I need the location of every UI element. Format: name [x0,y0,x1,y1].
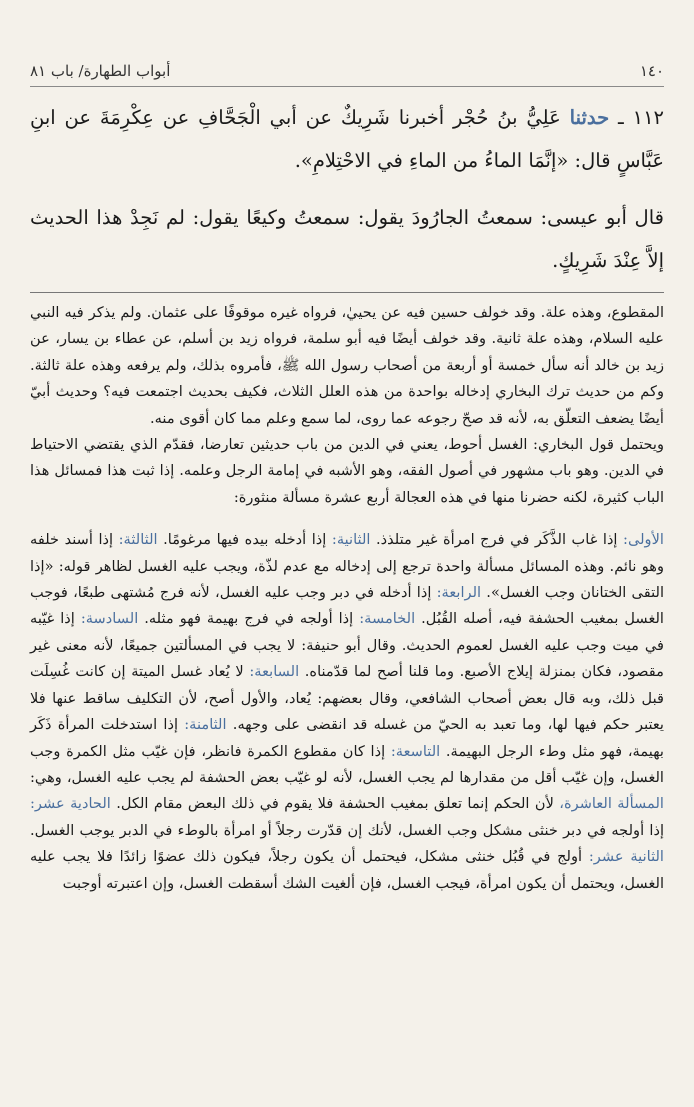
issue-text: إذا كان مقطوع الكمرة فانظر، فإن غيّب مثل الكمرة وجب الغسل، وإن غيّب أقل من مقدارها لم يجب الغسل، لأنه لو غيّب بعض الحشفة لم يجب عليه الغسل، وهي: [30,742,664,786]
haddathana-label: حدثنا [569,106,610,129]
issue-text: إذا أولجه في فرج بهيمة فهو مثله. [138,610,360,628]
issue-heading: السابعة: [249,663,300,681]
commentary-paragraph-1: المقطوع، وهذه علة. وقد خولف حسين فيه عن يحييٰ، فرواه غيره موقوفًا على عثمان. ولم يذكر فيه النبي عليه السلام، وهذه علة ثانية. وقد خولف أيضًا فيه أبو سلمة، فرواه زيد بن أسلم، عن عطاء بن يسار، عن زيد بن خالد أنه سأل خمسة أو أربعة من أصحاب رسول الله ﷺ، فأمروه بذلك، ولم يرفعه وهذه علة ثالثة. وكم من حديث ترك البخاري إدخاله بواحدة من هذه العلل الثلاث، فكيف بحديث اجتمعت فيه؟ وحديث أبيّ أيضًا يضعف التعلّق به، لأنه قد صحّ رجوعه عما روى، لما سمع وعلم مما كان أقوى منه. [30,304,664,427]
hadith-block [30,96,664,282]
issue-text: إذا غاب الذَّكَر في فرج امرأة غير متلذذ. [370,531,624,549]
hadith-isnad-matn: عَلِيُّ بنُ حُجْر أخبرنا شَرِيكٌ عن أبي الْجَحَّافِ عن عِكْرِمَةَ عن ابنِ عَبَّاسٍ قال: «إنَّمَا الماءُ من الماءِ في الاحْتِلامِ». [30,106,664,172]
issue-heading: الرابعة: [436,584,482,602]
issue-text: لا يُعاد غسل الميتة إن كانت غُسِلَت قبل ذلك، وبه قال بعض أصحاب الشافعي، وقال بعضهم: يُعاد، والأول أصح، لأن التكليف ساقط عنها فلا يعتبر حكم فيها لها، وما تعبد به الحيّ من غسله قد انقضى على وجهه. [30,663,664,734]
issue-text: أولج في قُبُل خنثى مشكل، فيحتمل أن يكون رجلاً، فيكون ذلك عضوًا زائدًا فلا يجب عليه الغسل، ويحتمل أن يكون امرأة، فيجب الغسل، فإن ألغيت الشك أسقطت الغسل، وإن اعتبرته أوجبت [30,848,664,892]
commentary-issues-paragraph [30,527,664,897]
issue-heading: السادسة: [80,610,139,628]
issue-heading: الثانية عشر: [588,848,664,866]
issue-heading: الثانية: [331,531,371,549]
issue-text: لأن الحكم إنما تعلق بمغيب الحشفة فلا يقوم في ذلك البعض مقام الكل. [110,795,560,813]
hadith-number: ١١٢ ـ [618,106,665,129]
page-number: ١٤٠ [639,62,664,80]
issue-heading: الخامسة: [359,610,416,628]
commentary-paragraph-2: ويحتمل قول البخاري: الغسل أحوط، يعني في الدين من باب حديثين تعارضا، فقدّم الذي يقتضي الاحتياط في الدين. وهو باب مشهور في أصول الفقه، وهو الأشبه في إمامة الرجل وعلمه. إذا ثبت هذا فمسائل هذا الباب كثيرة، لكنه حضرنا منها في هذه العجالة أربع عشرة مسألة منثورة: [30,436,664,506]
issue-text: إذا أولجه في دبر خنثى مشكل وجب الغسل، لأنك إن قدّرت رجلاً أو امرأة بالوطء في الدبر يوجب الغسل. [30,821,664,839]
abu-isa-comment: قال أبو عيسى: سمعتُ الجارُودَ يقول: سمعتُ وكيعًا يقول: لم نَجِدْ هذا الحديث إلاَّ عِنْدَ شَرِيكٍ. [30,206,664,272]
running-header [30,52,664,87]
issue-heading: التاسعة: [390,742,441,760]
issue-heading: الثالثة: [118,531,158,549]
hadith-text [30,96,664,182]
issue-heading: المسألة العاشرة، [559,795,664,813]
issue-text: إذا غيّبه في ميت وجب عليه الغسل لعموم الحديث. وقال أبو حنيفة: لا يجب في المسألتين جميعًا، لأنه معنى غير مقصود، فكان بمنزلة إيلاج الأصبع. وما قلنا أصح لما قدّمناه. [30,610,664,681]
issue-text: إذا أدخله بيده فيها مرغومًا. [157,531,332,549]
issue-text: إذا استدخلت المرأة ذَكَر بهيمة، فهو مثل وطء الرجل البهيمة. [30,716,664,760]
issue-heading: الأولى: [623,531,664,549]
issue-text: إذا أسند خلفه وهو نائم. وهذه المسائل مسألة واحدة ترجع إلى إدخاله مع عدم لذّة، ويجب عليه الغسل لظاهر قوله: «إذا التقى الختانان وجب الغسل». [30,531,664,602]
footnote-divider [30,292,664,293]
issue-heading: الحادية عشر: [30,795,111,813]
commentary-block [30,300,664,897]
chapter-title: أبواب الطهارة/ باب ٨١ [30,62,171,80]
issue-text: إذا أدخله في دبر وجب عليه الغسل، لأنه فرج مُشتهى طبعًا، فوجب الغسل بمغيب الحشفة فيه، أصله القُبُل. [30,584,664,628]
issue-heading: الثامنة: [184,716,227,734]
